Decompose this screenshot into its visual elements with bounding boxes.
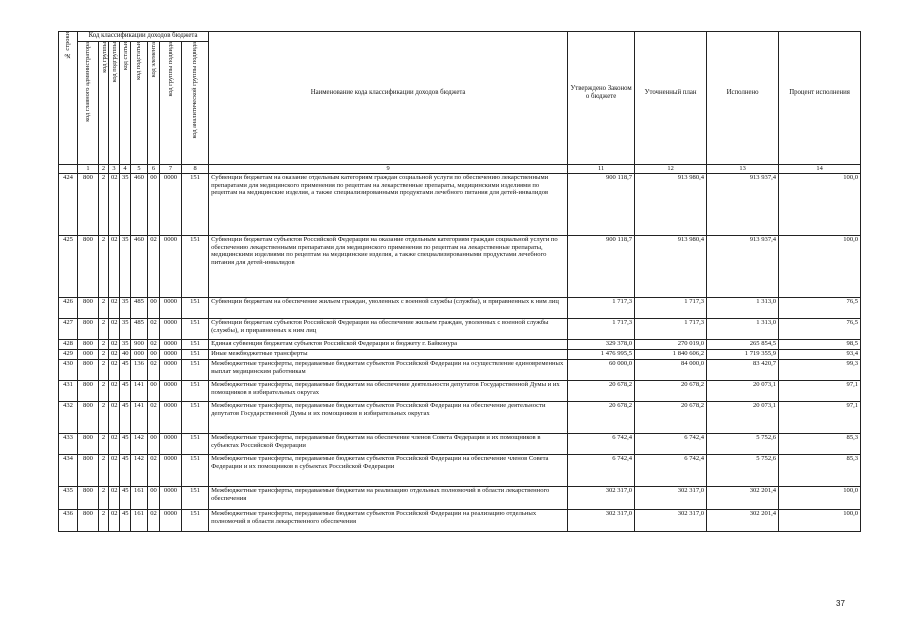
row-number-cell: 434 bbox=[59, 455, 78, 487]
code-article-cell: 45 bbox=[120, 434, 131, 455]
approved-cell: 6 742,4 bbox=[568, 434, 635, 455]
code-subgroup-cell: 02 bbox=[109, 340, 120, 350]
code-admin-cell: 800 bbox=[78, 236, 99, 298]
code-analytic-group-cell: 151 bbox=[182, 174, 209, 236]
approved-cell: 60 000,0 bbox=[568, 360, 635, 381]
approved-cell: 329 378,0 bbox=[568, 340, 635, 350]
refined-cell: 913 980,4 bbox=[635, 236, 707, 298]
approved-cell: 302 317,0 bbox=[568, 487, 635, 510]
name-cell: Межбюджетные трансферты, передаваемые бюджетам субъектов Российской Федерации на осуществление единовременных выплат медицинским работникам bbox=[209, 360, 568, 381]
page-number: 37 bbox=[836, 599, 845, 608]
table-row bbox=[59, 381, 861, 402]
row-number-cell: 426 bbox=[59, 298, 78, 319]
code-group-cell: 2 bbox=[99, 340, 109, 350]
code-article-cell: 45 bbox=[120, 455, 131, 487]
code-analytic-group-cell: 151 bbox=[182, 340, 209, 350]
executed-cell: 913 937,4 bbox=[707, 236, 779, 298]
row-number-cell: 428 bbox=[59, 340, 78, 350]
code-article-cell: 45 bbox=[120, 487, 131, 510]
code-subtype-group-cell: 0000 bbox=[160, 360, 182, 381]
code-element-cell: 00 bbox=[148, 434, 160, 455]
code-element-header: код элемента bbox=[148, 42, 160, 165]
code-subarticle-header: код подстатьи bbox=[131, 42, 148, 165]
column-number-row bbox=[59, 165, 861, 174]
row-number-cell: 429 bbox=[59, 350, 78, 360]
table-body bbox=[59, 174, 861, 532]
executed-header: Исполнено bbox=[707, 32, 779, 165]
code-group-cell: 2 bbox=[99, 350, 109, 360]
approved-cell: 6 742,4 bbox=[568, 455, 635, 487]
code-article-cell: 40 bbox=[120, 350, 131, 360]
code-article-cell: 35 bbox=[120, 236, 131, 298]
code-subarticle-cell: 141 bbox=[131, 381, 148, 402]
code-subtype-group-cell: 0000 bbox=[160, 174, 182, 236]
code-subgroup-cell: 02 bbox=[109, 487, 120, 510]
name-cell: Межбюджетные трансферты, передаваемые бюджетам субъектов Российской Федерации на реализацию отдельных полномочий в области лекарственного обеспечения bbox=[209, 510, 568, 532]
code-subtype-group-cell: 0000 bbox=[160, 487, 182, 510]
code-analytic-group-cell: 151 bbox=[182, 455, 209, 487]
column-number-cell: 11 bbox=[568, 165, 635, 174]
code-group-header: код группы bbox=[99, 42, 109, 165]
percent-cell: 76,5 bbox=[779, 298, 861, 319]
code-admin-cell: 800 bbox=[78, 174, 99, 236]
refined-cell: 270 019,0 bbox=[635, 340, 707, 350]
code-analytic-group-cell: 151 bbox=[182, 510, 209, 532]
code-subarticle-cell: 000 bbox=[131, 350, 148, 360]
code-subtype-group-cell: 0000 bbox=[160, 340, 182, 350]
code-admin-cell: 800 bbox=[78, 510, 99, 532]
code-subgroup-cell: 02 bbox=[109, 350, 120, 360]
code-subtype-group-cell: 0000 bbox=[160, 350, 182, 360]
row-number-cell: 435 bbox=[59, 487, 78, 510]
table-row bbox=[59, 298, 861, 319]
column-number-cell: 6 bbox=[148, 165, 160, 174]
executed-cell: 302 201,4 bbox=[707, 487, 779, 510]
code-subgroup-cell: 02 bbox=[109, 236, 120, 298]
code-subtype-group-cell: 0000 bbox=[160, 455, 182, 487]
code-analytic-group-cell: 151 bbox=[182, 487, 209, 510]
code-subgroup-cell: 02 bbox=[109, 402, 120, 434]
row-no-header: № строки bbox=[59, 32, 78, 165]
code-element-cell: 02 bbox=[148, 510, 160, 532]
code-admin-cell: 800 bbox=[78, 434, 99, 455]
column-number-cell: 7 bbox=[160, 165, 182, 174]
approved-cell: 900 118,7 bbox=[568, 174, 635, 236]
row-number-cell: 430 bbox=[59, 360, 78, 381]
name-header: Наименование кода классификации доходов бюджета bbox=[209, 32, 568, 165]
name-cell: Субвенции бюджетам на оказание отдельным категориям граждан социальной услуги по обеспечению лекарственными препаратами для медицинского применения по рецептам на лекарственные препараты, медицинскими изделиями по рецептам на медицинские изделия, а также специализированными продуктами лечебного питания для детей-инвалидов bbox=[209, 174, 568, 236]
executed-cell: 1 313,0 bbox=[707, 319, 779, 340]
executed-cell: 20 073,1 bbox=[707, 402, 779, 434]
refined-cell: 1 717,3 bbox=[635, 319, 707, 340]
column-number-cell: 13 bbox=[707, 165, 779, 174]
code-subarticle-cell: 460 bbox=[131, 174, 148, 236]
code-group-cell: 2 bbox=[99, 455, 109, 487]
name-cell: Межбюджетные трансферты, передаваемые бюджетам субъектов Российской Федерации на обеспечение деятельности депутатов Государственной Думы и их помощников в избирательных округах bbox=[209, 402, 568, 434]
executed-cell: 5 752,6 bbox=[707, 455, 779, 487]
code-subarticle-cell: 142 bbox=[131, 434, 148, 455]
executed-cell: 20 073,1 bbox=[707, 381, 779, 402]
code-analytic-group-header: код аналитической группы подвида bbox=[182, 42, 209, 165]
percent-cell: 98,5 bbox=[779, 340, 861, 350]
percent-cell: 93,4 bbox=[779, 350, 861, 360]
code-subarticle-cell: 161 bbox=[131, 487, 148, 510]
code-analytic-group-cell: 151 bbox=[182, 236, 209, 298]
table-row bbox=[59, 174, 861, 236]
column-number-cell: 4 bbox=[120, 165, 131, 174]
code-subtype-group-cell: 0000 bbox=[160, 402, 182, 434]
code-subgroup-cell: 02 bbox=[109, 381, 120, 402]
code-admin-cell: 800 bbox=[78, 298, 99, 319]
name-cell: Межбюджетные трансферты, передаваемые бюджетам на обеспечение членов Совета Федерации и их помощников в субъектах Российской Федерации bbox=[209, 434, 568, 455]
code-article-cell: 35 bbox=[120, 298, 131, 319]
code-subgroup-cell: 02 bbox=[109, 434, 120, 455]
code-subarticle-cell: 485 bbox=[131, 319, 148, 340]
code-group-cell: 2 bbox=[99, 381, 109, 402]
code-group-cell: 2 bbox=[99, 236, 109, 298]
refined-cell: 913 980,4 bbox=[635, 174, 707, 236]
code-subtype-group-cell: 0000 bbox=[160, 381, 182, 402]
refined-header: Уточненный план bbox=[635, 32, 707, 165]
table-row bbox=[59, 455, 861, 487]
code-subtype-group-cell: 0000 bbox=[160, 434, 182, 455]
code-subgroup-cell: 02 bbox=[109, 174, 120, 236]
approved-cell: 20 678,2 bbox=[568, 402, 635, 434]
refined-cell: 302 317,0 bbox=[635, 510, 707, 532]
table-row bbox=[59, 236, 861, 298]
code-group-cell: 2 bbox=[99, 298, 109, 319]
column-number-cell: 14 bbox=[779, 165, 861, 174]
code-element-cell: 00 bbox=[148, 350, 160, 360]
row-number-cell: 427 bbox=[59, 319, 78, 340]
column-number-cell: 1 bbox=[78, 165, 99, 174]
percent-cell: 76,5 bbox=[779, 319, 861, 340]
code-article-cell: 35 bbox=[120, 340, 131, 350]
code-element-cell: 00 bbox=[148, 174, 160, 236]
approved-cell: 1 476 995,5 bbox=[568, 350, 635, 360]
code-article-header: код статьи bbox=[120, 42, 131, 165]
table-row bbox=[59, 402, 861, 434]
code-group-cell: 2 bbox=[99, 402, 109, 434]
code-element-cell: 02 bbox=[148, 402, 160, 434]
row-number-cell: 432 bbox=[59, 402, 78, 434]
refined-cell: 20 678,2 bbox=[635, 381, 707, 402]
column-number-cell: 2 bbox=[99, 165, 109, 174]
code-subtype-group-cell: 0000 bbox=[160, 236, 182, 298]
code-admin-cell: 800 bbox=[78, 402, 99, 434]
name-cell: Субвенции бюджетам субъектов Российской Федерации на обеспечение жильем граждан, уволенных с военной службы (службы), и приравненных к ним лиц bbox=[209, 319, 568, 340]
executed-cell: 1 313,0 bbox=[707, 298, 779, 319]
refined-cell: 1 840 606,2 bbox=[635, 350, 707, 360]
code-subarticle-cell: 485 bbox=[131, 298, 148, 319]
code-element-cell: 02 bbox=[148, 455, 160, 487]
budget-sheet bbox=[58, 31, 859, 532]
refined-cell: 1 717,3 bbox=[635, 298, 707, 319]
code-subarticle-cell: 900 bbox=[131, 340, 148, 350]
name-cell: Единая субвенция бюджетам субъектов Российской Федерации и бюджету г. Байконура bbox=[209, 340, 568, 350]
percent-cell: 97,1 bbox=[779, 402, 861, 434]
code-analytic-group-cell: 151 bbox=[182, 360, 209, 381]
code-subgroup-cell: 02 bbox=[109, 319, 120, 340]
refined-cell: 84 000,0 bbox=[635, 360, 707, 381]
code-article-cell: 35 bbox=[120, 319, 131, 340]
code-analytic-group-cell: 151 bbox=[182, 319, 209, 340]
code-analytic-group-cell: 151 bbox=[182, 298, 209, 319]
name-cell: Межбюджетные трансферты, передаваемые бюджетам субъектов Российской Федерации на обеспечение членов Совета Федерации и их помощников в субъектах Российской Федерации bbox=[209, 455, 568, 487]
code-subgroup-header: код подгруппы bbox=[109, 42, 120, 165]
code-element-cell: 02 bbox=[148, 319, 160, 340]
name-cell: Межбюджетные трансферты, передаваемые бюджетам на реализацию отдельных полномочий в области лекарственного обеспечения bbox=[209, 487, 568, 510]
column-number-cell: 5 bbox=[131, 165, 148, 174]
code-group-cell: 2 bbox=[99, 434, 109, 455]
row-number-cell: 431 bbox=[59, 381, 78, 402]
code-subarticle-cell: 136 bbox=[131, 360, 148, 381]
approved-cell: 1 717,3 bbox=[568, 319, 635, 340]
refined-cell: 20 678,2 bbox=[635, 402, 707, 434]
column-number-cell: 9 bbox=[209, 165, 568, 174]
percent-cell: 100,0 bbox=[779, 510, 861, 532]
code-admin-cell: 000 bbox=[78, 350, 99, 360]
table-row bbox=[59, 340, 861, 350]
code-element-cell: 00 bbox=[148, 298, 160, 319]
approved-header: Утверждено Законом о бюджете bbox=[568, 32, 635, 165]
name-cell: Субвенции бюджетам субъектов Российской Федерации на оказание отдельным категориям граждан социальной услуги по обеспечению лекарственными препаратами для медицинского применения по рецептам на лекарственные препараты, медицинскими изделиями по рецептам на медицинские изделия, а также специализированными продуктами лечебного питания для детей-инвалидов bbox=[209, 236, 568, 298]
code-admin-cell: 800 bbox=[78, 319, 99, 340]
row-number-cell: 425 bbox=[59, 236, 78, 298]
code-article-cell: 35 bbox=[120, 174, 131, 236]
code-group-cell: 2 bbox=[99, 319, 109, 340]
table-row bbox=[59, 360, 861, 381]
code-admin-cell: 800 bbox=[78, 455, 99, 487]
row-number-cell: 436 bbox=[59, 510, 78, 532]
code-element-cell: 00 bbox=[148, 487, 160, 510]
code-admin-cell: 800 bbox=[78, 360, 99, 381]
column-number-cell: 8 bbox=[182, 165, 209, 174]
column-number-cell: 12 bbox=[635, 165, 707, 174]
executed-cell: 5 752,6 bbox=[707, 434, 779, 455]
code-subtype-group-cell: 0000 bbox=[160, 319, 182, 340]
code-subtype-group-cell: 0000 bbox=[160, 510, 182, 532]
code-subarticle-cell: 460 bbox=[131, 236, 148, 298]
code-subarticle-cell: 161 bbox=[131, 510, 148, 532]
percent-cell: 85,3 bbox=[779, 455, 861, 487]
refined-cell: 6 742,4 bbox=[635, 455, 707, 487]
code-subtype-group-header: код группы подвида bbox=[160, 42, 182, 165]
code-group-cell: 2 bbox=[99, 174, 109, 236]
code-element-cell: 02 bbox=[148, 360, 160, 381]
code-group-cell: 2 bbox=[99, 487, 109, 510]
executed-cell: 265 854,5 bbox=[707, 340, 779, 350]
code-article-cell: 45 bbox=[120, 381, 131, 402]
column-number-cell bbox=[59, 165, 78, 174]
code-element-cell: 02 bbox=[148, 340, 160, 350]
code-subarticle-cell: 142 bbox=[131, 455, 148, 487]
percent-header: Процент исполнения bbox=[779, 32, 861, 165]
code-analytic-group-cell: 151 bbox=[182, 434, 209, 455]
refined-cell: 302 317,0 bbox=[635, 487, 707, 510]
code-article-cell: 45 bbox=[120, 360, 131, 381]
executed-cell: 83 420,7 bbox=[707, 360, 779, 381]
code-group-cell: 2 bbox=[99, 510, 109, 532]
percent-cell: 99,3 bbox=[779, 360, 861, 381]
code-analytic-group-cell: 151 bbox=[182, 381, 209, 402]
approved-cell: 900 118,7 bbox=[568, 236, 635, 298]
name-cell: Иные межбюджетные трансферты bbox=[209, 350, 568, 360]
code-subtype-group-cell: 0000 bbox=[160, 298, 182, 319]
budget-table bbox=[58, 31, 861, 532]
code-element-cell: 00 bbox=[148, 381, 160, 402]
code-admin-header: код главного администратора bbox=[78, 42, 99, 165]
approved-cell: 302 317,0 bbox=[568, 510, 635, 532]
refined-cell: 6 742,4 bbox=[635, 434, 707, 455]
code-admin-cell: 800 bbox=[78, 381, 99, 402]
code-admin-cell: 800 bbox=[78, 487, 99, 510]
row-number-cell: 433 bbox=[59, 434, 78, 455]
code-admin-cell: 800 bbox=[78, 340, 99, 350]
code-element-cell: 02 bbox=[148, 236, 160, 298]
code-analytic-group-cell: 151 bbox=[182, 402, 209, 434]
code-subgroup-cell: 02 bbox=[109, 455, 120, 487]
row-number-cell: 424 bbox=[59, 174, 78, 236]
table-row bbox=[59, 319, 861, 340]
executed-cell: 913 937,4 bbox=[707, 174, 779, 236]
table-row bbox=[59, 487, 861, 510]
approved-cell: 20 678,2 bbox=[568, 381, 635, 402]
code-subgroup-cell: 02 bbox=[109, 360, 120, 381]
percent-cell: 100,0 bbox=[779, 236, 861, 298]
table-row bbox=[59, 350, 861, 360]
executed-cell: 302 201,4 bbox=[707, 510, 779, 532]
table-row bbox=[59, 434, 861, 455]
header-row-top bbox=[59, 32, 861, 42]
percent-cell: 85,3 bbox=[779, 434, 861, 455]
approved-cell: 1 717,3 bbox=[568, 298, 635, 319]
percent-cell: 100,0 bbox=[779, 487, 861, 510]
table-row bbox=[59, 510, 861, 532]
code-group-cell: 2 bbox=[99, 360, 109, 381]
code-analytic-group-cell: 151 bbox=[182, 350, 209, 360]
percent-cell: 100,0 bbox=[779, 174, 861, 236]
code-article-cell: 45 bbox=[120, 402, 131, 434]
column-number-cell: 3 bbox=[109, 165, 120, 174]
executed-cell: 1 719 355,9 bbox=[707, 350, 779, 360]
classification-group-header: Код классификации доходов бюджета bbox=[78, 32, 209, 42]
code-subgroup-cell: 02 bbox=[109, 510, 120, 532]
percent-cell: 97,1 bbox=[779, 381, 861, 402]
name-cell: Межбюджетные трансферты, передаваемые бюджетам на обеспечение деятельности депутатов Государственной Думы и их помощников в избирательных округах bbox=[209, 381, 568, 402]
code-subgroup-cell: 02 bbox=[109, 298, 120, 319]
code-article-cell: 45 bbox=[120, 510, 131, 532]
name-cell: Субвенции бюджетам на обеспечение жильем граждан, уволенных с военной службы (службы), и приравненных к ним лиц bbox=[209, 298, 568, 319]
code-subarticle-cell: 141 bbox=[131, 402, 148, 434]
